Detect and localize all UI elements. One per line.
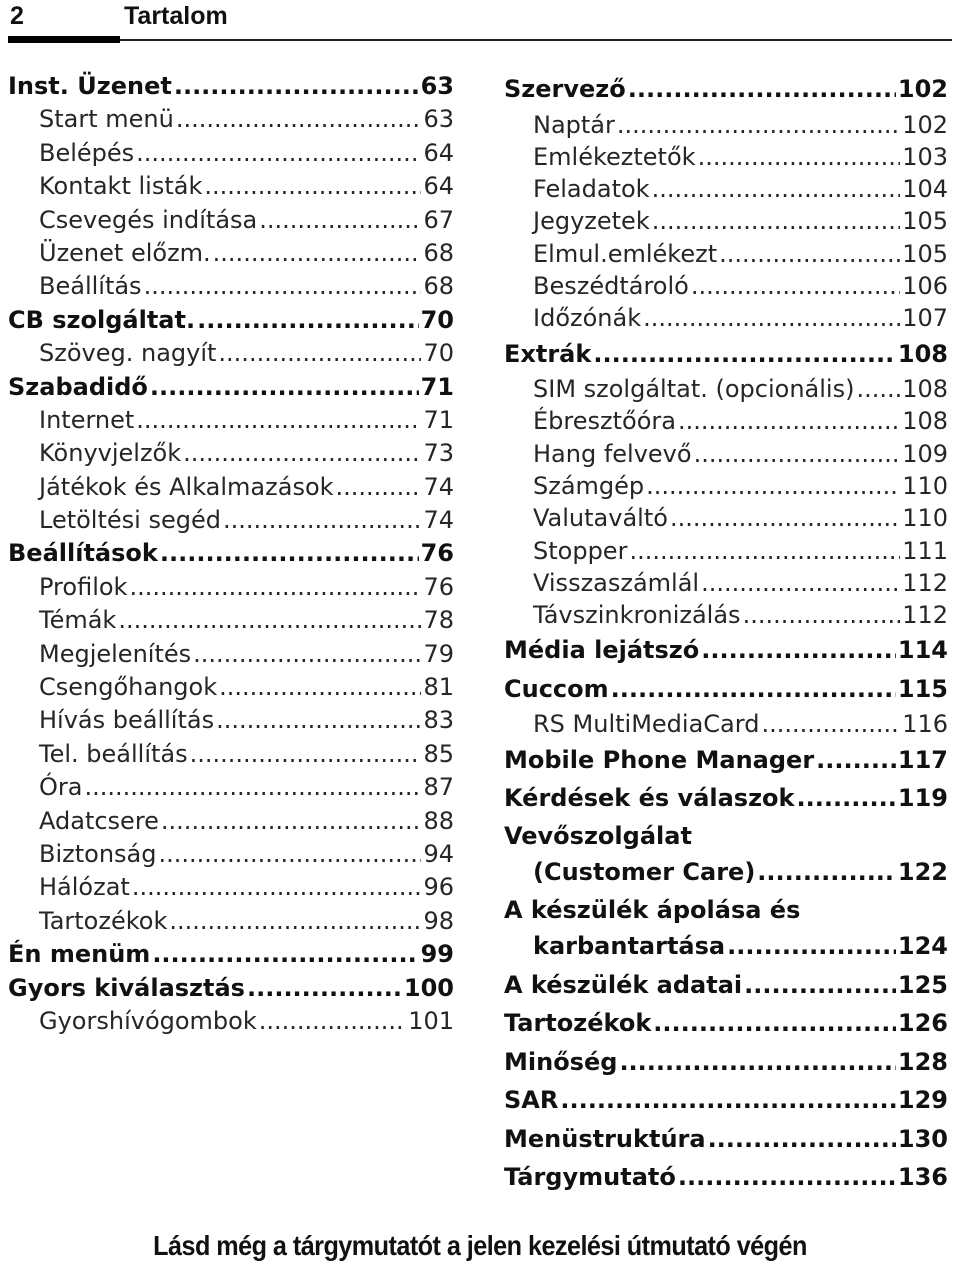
toc-entry-label: Szabadidő <box>8 372 148 401</box>
toc-entry-page: 124 <box>897 931 948 960</box>
dot-leader <box>678 405 900 437</box>
toc-entry-label: (Customer Care) <box>533 857 756 886</box>
toc-entry[interactable] <box>504 270 948 302</box>
toc-entry[interactable] <box>8 571 454 604</box>
footer-note: Lásd még a tárgymutatót a jelen kezelési útmutató végén <box>153 1230 807 1261</box>
toc-entry-page: 99 <box>420 940 454 969</box>
toc-entry[interactable] <box>504 70 948 109</box>
dot-leader <box>183 437 421 470</box>
toc-entry-page: 130 <box>897 1124 948 1153</box>
dot-leader <box>190 738 422 771</box>
toc-entry[interactable] <box>8 70 454 103</box>
toc-entry[interactable] <box>504 928 948 964</box>
toc-entry-page: 78 <box>423 606 454 635</box>
toc-entry[interactable] <box>8 471 454 504</box>
toc-entry[interactable] <box>8 103 454 136</box>
toc-entry[interactable] <box>504 741 948 780</box>
dot-leader <box>652 173 901 205</box>
toc-entry[interactable] <box>504 405 948 437</box>
toc-entry[interactable] <box>8 304 454 337</box>
toc-entry-page: 74 <box>423 472 454 501</box>
dot-leader <box>670 502 900 534</box>
toc-entry-label: Beállítás <box>39 272 142 301</box>
toc-entry[interactable] <box>504 535 948 567</box>
dot-leader <box>169 905 421 938</box>
dot-leader <box>797 779 896 818</box>
toc-entry[interactable] <box>504 779 948 818</box>
toc-entry-page: 115 <box>897 674 948 703</box>
toc-entry-label: Témák <box>39 606 117 635</box>
toc-entry-label: Kontakt listák <box>39 172 203 201</box>
toc-entry-page: 125 <box>897 970 948 999</box>
toc-entry[interactable] <box>8 371 454 404</box>
toc-entry-page: 136 <box>897 1163 948 1192</box>
toc-entry-label: Extrák <box>504 339 592 368</box>
toc-entry-label[interactable]: Vevőszolgálat <box>504 821 692 850</box>
dot-leader <box>216 704 421 737</box>
toc-entry[interactable] <box>8 771 454 804</box>
toc-entry-page: 87 <box>423 773 454 802</box>
dot-leader <box>158 838 421 871</box>
toc-entry[interactable] <box>8 838 454 871</box>
toc-entry-page: 70 <box>420 305 454 334</box>
dot-leader <box>646 470 900 502</box>
toc-entry[interactable] <box>504 109 948 141</box>
toc-entry-label: Csevegés indítása <box>39 205 258 234</box>
dot-leader <box>619 1043 895 1082</box>
toc-entry-page: 108 <box>902 375 948 404</box>
toc-entry[interactable] <box>504 1081 948 1120</box>
toc-entry-label: Játékok és Alkalmazások <box>39 472 334 501</box>
toc-entry[interactable] <box>504 1158 948 1197</box>
toc-entry[interactable] <box>8 738 454 771</box>
toc-entry-label: Üzenet előzm. <box>39 238 211 267</box>
dot-leader <box>611 670 896 709</box>
toc-entry[interactable] <box>504 173 948 205</box>
toc-entry-label: Távszinkronizálás <box>533 601 741 630</box>
toc-entry-label: Szöveg. nagyít <box>39 339 217 368</box>
toc-entry-page: 88 <box>423 806 454 835</box>
dot-leader <box>161 805 422 838</box>
dot-leader <box>144 270 422 303</box>
dot-leader <box>160 537 419 570</box>
dot-leader <box>219 671 421 704</box>
toc-entry-label: Adatcsere <box>39 806 159 835</box>
dot-leader <box>643 302 900 334</box>
toc-entry-label: Letöltési segéd <box>39 506 221 535</box>
dot-leader <box>174 70 419 103</box>
toc-entry-page: 83 <box>423 706 454 735</box>
dot-leader <box>129 571 421 604</box>
toc-entry[interactable] <box>8 170 454 203</box>
toc-entry-label: Valutaváltó <box>533 504 668 533</box>
toc-entry-page: 63 <box>420 72 454 100</box>
toc-entry[interactable] <box>504 708 948 740</box>
toc-entry-page: 68 <box>423 272 454 301</box>
dot-leader <box>204 170 421 203</box>
toc-entry-label: Megjelenítés <box>39 639 192 668</box>
toc-entry-label: Feladatok <box>533 175 650 204</box>
dot-leader <box>757 854 896 890</box>
toc-entry-page: 129 <box>897 1086 948 1115</box>
dot-leader <box>150 371 419 404</box>
toc-entry-label: SAR <box>504 1086 559 1115</box>
dot-leader <box>816 741 896 780</box>
toc-entry-label: RS MultiMediaCard <box>533 710 760 739</box>
toc-entry-page: 96 <box>423 873 454 902</box>
toc-entry-page: 106 <box>902 271 948 300</box>
toc-entry[interactable] <box>8 504 454 537</box>
dot-leader <box>223 504 421 537</box>
toc-entry[interactable] <box>8 437 454 470</box>
dot-leader <box>727 928 896 964</box>
toc-entry-page: 64 <box>423 138 454 167</box>
toc-entry-page: 76 <box>420 539 454 568</box>
toc-entry-page: 98 <box>423 906 454 935</box>
toc-entry-label: Inst. Üzenet <box>8 72 172 100</box>
toc-entry-label: CB szolgáltat. <box>8 305 196 334</box>
toc-entry-page: 110 <box>902 504 948 533</box>
toc-entry[interactable] <box>8 805 454 838</box>
toc-entry-page: 105 <box>902 239 948 268</box>
toc-entry[interactable] <box>8 270 454 303</box>
dot-leader <box>136 137 421 170</box>
toc-entry-page: 79 <box>423 639 454 668</box>
toc-entry-page: 114 <box>897 636 948 665</box>
toc-entry[interactable] <box>8 1005 454 1038</box>
toc-entry[interactable] <box>504 205 948 237</box>
dot-leader <box>701 631 896 670</box>
toc-entry-page: 116 <box>902 710 948 739</box>
toc-entry-label: Beszédtároló <box>533 271 689 300</box>
toc-entry-label: Emlékeztetők <box>533 142 696 171</box>
toc-entry[interactable] <box>504 335 948 374</box>
toc-entry-page: 107 <box>902 304 948 333</box>
toc-entry[interactable] <box>504 438 948 470</box>
toc-entry[interactable] <box>8 938 454 971</box>
dot-leader <box>593 335 896 374</box>
page-header <box>0 0 960 44</box>
toc-entry-label: Biztonság <box>39 839 157 868</box>
dot-leader <box>84 771 421 804</box>
toc-entry-page: 81 <box>423 673 454 702</box>
dot-leader <box>719 238 900 270</box>
toc-entry-label: Mobile Phone Manager <box>504 745 815 774</box>
toc-entry-label: Tartozékok <box>39 906 168 935</box>
dot-leader <box>628 70 896 109</box>
toc-entry-label: Jegyzetek <box>533 207 650 236</box>
toc-entry-page: 67 <box>423 205 454 234</box>
toc-entry[interactable] <box>504 567 948 599</box>
toc-entry-page: 102 <box>897 75 948 103</box>
toc-entry-label: Számgép <box>533 471 645 500</box>
toc-entry[interactable] <box>504 1004 948 1043</box>
dot-leader <box>197 304 419 337</box>
dot-leader <box>193 638 421 671</box>
toc-entry-page: 103 <box>902 142 948 171</box>
dot-leader <box>617 109 900 141</box>
toc-entry-page: 94 <box>423 839 454 868</box>
toc-entry-label: Szervező <box>504 75 626 103</box>
dot-leader <box>694 438 901 470</box>
page-title: Tartalom <box>124 2 228 30</box>
toc-entry-label: Minőség <box>504 1047 618 1076</box>
dot-leader <box>336 471 422 504</box>
toc-entry-label: Elmul.emlékezt <box>533 239 718 268</box>
toc-entry-page: 64 <box>423 172 454 201</box>
toc-entry[interactable] <box>504 302 948 334</box>
toc-entry-label: Beállítások <box>8 539 158 568</box>
toc-entry-page: 108 <box>902 407 948 436</box>
toc-entry-label: Gyors kiválasztás <box>8 973 245 1002</box>
toc-entry-label: Könyvjelzők <box>39 439 182 468</box>
toc-entry-page: 68 <box>423 238 454 267</box>
toc-entry[interactable] <box>8 638 454 671</box>
toc-entry-page: 119 <box>897 784 948 813</box>
toc-entry[interactable] <box>8 905 454 938</box>
toc-entry-page: 70 <box>423 339 454 368</box>
toc-entry-label: Stopper <box>533 536 628 565</box>
toc-entry-page: 108 <box>897 339 948 368</box>
dot-leader <box>176 103 422 136</box>
toc-entry[interactable] <box>504 854 948 890</box>
dot-leader <box>213 237 422 270</box>
toc-entry-page: 122 <box>897 857 948 886</box>
dot-leader <box>152 938 418 971</box>
toc-entry-page: 110 <box>902 471 948 500</box>
toc-entry-label: Cuccom <box>504 674 609 703</box>
toc-entry[interactable] <box>504 599 948 631</box>
toc-entry[interactable] <box>504 238 948 270</box>
toc-entry[interactable] <box>8 604 454 637</box>
toc-entry[interactable] <box>8 237 454 270</box>
toc-entry-label: Tárgymutató <box>504 1163 676 1192</box>
toc-entry-label: Hang felvevő <box>533 439 692 468</box>
toc-entry[interactable] <box>8 537 454 570</box>
toc-entry[interactable] <box>8 337 454 370</box>
dot-leader <box>698 141 901 173</box>
dot-leader <box>259 1005 406 1038</box>
dot-leader <box>761 708 900 740</box>
toc-entry-page: 74 <box>423 506 454 535</box>
toc-entry-label: Start menü <box>39 105 174 134</box>
toc-entry-page: 73 <box>423 439 454 468</box>
dot-leader <box>701 567 900 599</box>
toc-entry[interactable] <box>8 704 454 737</box>
toc-entry[interactable] <box>504 631 948 670</box>
toc-entry-page: 112 <box>902 601 948 630</box>
toc-entry-page: 71 <box>420 372 454 401</box>
toc-entry-page: 71 <box>423 405 454 434</box>
toc-entry[interactable] <box>504 502 948 534</box>
toc-entry[interactable] <box>504 1043 948 1082</box>
toc-entry-label: A készülék adatai <box>504 970 743 999</box>
toc-entry-page: 111 <box>902 536 948 565</box>
toc-entry-page: 105 <box>902 207 948 236</box>
toc-left-column <box>8 70 454 1038</box>
toc-entry-label: Óra <box>39 773 83 802</box>
toc-entry[interactable] <box>8 404 454 437</box>
dot-leader <box>678 1158 896 1197</box>
toc-entry-label: Ébresztőóra <box>533 407 676 436</box>
toc-entry[interactable] <box>8 204 454 237</box>
header-rule-accent <box>8 36 120 43</box>
page-number: 2 <box>10 2 24 30</box>
toc-entry-label: Média lejátszó <box>504 636 700 665</box>
toc-entry-label: karbantartása <box>533 931 726 960</box>
dot-leader <box>856 373 900 405</box>
toc-right-column <box>504 70 948 1197</box>
toc-entry-label: Csengőhangok <box>39 673 218 702</box>
toc-entry-label: Én menüm <box>8 940 151 969</box>
toc-entry-page: 101 <box>408 1006 454 1035</box>
toc-entry[interactable] <box>504 141 948 173</box>
dot-leader <box>118 604 421 637</box>
dot-leader <box>691 270 900 302</box>
toc-entry-page: 102 <box>902 110 948 139</box>
toc-entry-page: 128 <box>897 1047 948 1076</box>
toc-entry-label[interactable]: A készülék ápolása és <box>504 895 801 924</box>
dot-leader <box>708 1120 896 1159</box>
dot-leader <box>652 205 900 237</box>
toc-entry-label: Hívás beállítás <box>39 706 215 735</box>
toc-entry-label: Tel. beállítás <box>39 739 188 768</box>
toc-entry[interactable] <box>8 972 454 1005</box>
dot-leader <box>259 204 421 237</box>
toc-entry-label: Menüstruktúra <box>504 1124 706 1153</box>
toc-entry-label: Kérdések és válaszok <box>504 784 795 813</box>
toc-entry[interactable] <box>8 137 454 170</box>
header-rule <box>8 39 952 41</box>
toc-entry-page: 63 <box>423 105 454 134</box>
toc-entry-label: Belépés <box>39 138 135 167</box>
toc-entry-page: 109 <box>902 439 948 468</box>
toc-entry-label: Hálózat <box>39 873 130 902</box>
toc-entry[interactable] <box>504 1120 948 1159</box>
toc-entry-page: 112 <box>902 568 948 597</box>
toc-entry[interactable] <box>504 670 948 709</box>
dot-leader <box>132 871 422 904</box>
toc-entry-page: 126 <box>897 1009 948 1038</box>
toc-entry-page: 85 <box>423 739 454 768</box>
dot-leader <box>743 599 901 631</box>
toc-entry[interactable] <box>504 470 948 502</box>
dot-leader <box>218 337 421 370</box>
toc-entry-page: 100 <box>403 973 454 1002</box>
toc-entry[interactable] <box>8 671 454 704</box>
toc-entry-label: Internet <box>39 405 135 434</box>
toc-entry[interactable] <box>504 966 948 1005</box>
toc-entry-label: Gyorshívógombok <box>39 1006 257 1035</box>
dot-leader <box>136 404 421 437</box>
dot-leader <box>653 1004 896 1043</box>
dot-leader <box>560 1081 896 1120</box>
toc-entry-label: Tartozékok <box>504 1009 652 1038</box>
toc-entry-page: 104 <box>902 175 948 204</box>
dot-leader <box>629 535 900 567</box>
dot-leader <box>247 972 402 1005</box>
toc-entry-label: Profilok <box>39 572 128 601</box>
toc-entry-label: Visszaszámlál <box>533 568 700 597</box>
toc-entry[interactable] <box>504 373 948 405</box>
toc-entry-label: Naptár <box>533 110 615 139</box>
toc-entry[interactable] <box>8 871 454 904</box>
toc-entry-label: SIM szolgáltat. (opcionális) <box>533 375 855 404</box>
dot-leader <box>744 966 896 1005</box>
toc-entry-label: Időzónák <box>533 304 642 333</box>
toc-entry-page: 76 <box>423 572 454 601</box>
toc-entry-page: 117 <box>897 745 948 774</box>
